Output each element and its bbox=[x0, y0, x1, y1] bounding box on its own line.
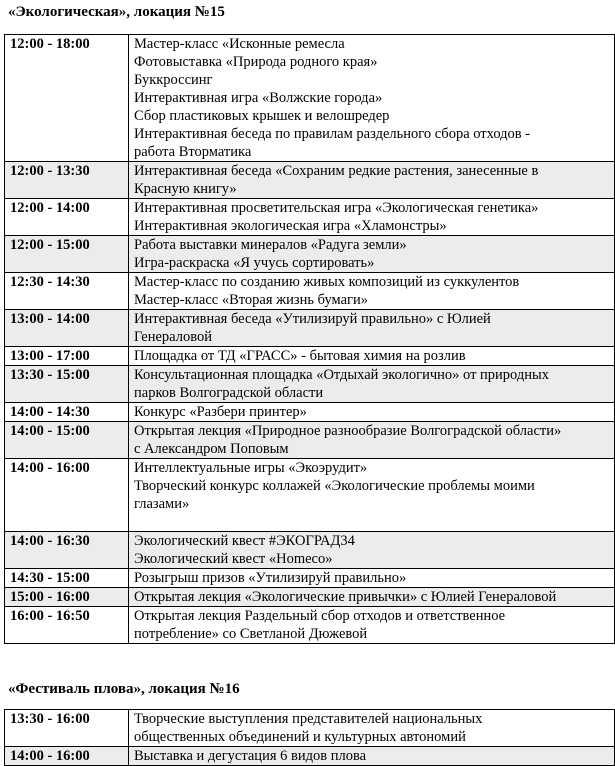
event-line: Интерактивная беседа «Сохраним редкие растения, занесенные в bbox=[134, 163, 539, 179]
events-cell bbox=[129, 35, 615, 162]
time-cell: 14:00 - 16:00 bbox=[5, 459, 129, 532]
events-cell bbox=[129, 532, 615, 569]
time-cell: 13:00 - 17:00 bbox=[5, 347, 129, 366]
time-cell: 15:00 - 16:00 bbox=[5, 588, 129, 607]
event-line: Экологический квест «Homeco» bbox=[134, 551, 333, 567]
schedule-row bbox=[5, 199, 615, 236]
schedule-row bbox=[5, 588, 615, 607]
event-line: Мастер-класс по созданию живых композиций из суккулентов bbox=[134, 274, 520, 290]
event-line: Творческие выступления представителей национальных bbox=[134, 711, 483, 727]
time-cell: 13:30 - 16:00 bbox=[5, 710, 129, 747]
time-cell: 14:30 - 15:00 bbox=[5, 569, 129, 588]
plov-schedule-table bbox=[4, 709, 615, 766]
event-line: с Александром Поповым bbox=[134, 441, 289, 457]
event-line: Интерактивная экологическая игра «Хламонстры» bbox=[134, 218, 447, 234]
schedule-row bbox=[5, 366, 615, 403]
event-line: Красную книгу» bbox=[134, 181, 237, 197]
event-line: глазами» bbox=[134, 496, 190, 512]
events-cell bbox=[129, 347, 615, 366]
schedule-row bbox=[5, 403, 615, 422]
event-line: Экологический квест #ЭКОГРАД34 bbox=[134, 533, 355, 549]
event-line: Площадка от ТД «ГРАСС» - бытовая химия на розлив bbox=[134, 348, 466, 364]
time-cell: 13:30 - 15:00 bbox=[5, 366, 129, 403]
event-line: парков Волгоградской области bbox=[134, 385, 324, 401]
event-line: Консультационная площадка «Отдыхай экологично» от природных bbox=[134, 367, 550, 383]
event-line: Работа выставки минералов «Радуга земли» bbox=[134, 237, 407, 253]
event-line: Сбор пластиковых крышек и велошредер bbox=[134, 108, 390, 124]
schedule-row bbox=[5, 236, 615, 273]
event-line: общественных объединений и культурных автономий bbox=[134, 729, 466, 745]
schedule-row bbox=[5, 532, 615, 569]
events-cell bbox=[129, 588, 615, 607]
schedule-row bbox=[5, 459, 615, 532]
event-line: Мастер-класс «Вторая жизнь бумаги» bbox=[134, 292, 368, 308]
time-cell: 12:00 - 14:00 bbox=[5, 199, 129, 236]
events-cell bbox=[129, 310, 615, 347]
schedule-row bbox=[5, 35, 615, 162]
events-cell bbox=[129, 199, 615, 236]
events-cell bbox=[129, 162, 615, 199]
event-line: Интеллектуальные игры «Экоэрудит» bbox=[134, 460, 368, 476]
schedule-row bbox=[5, 347, 615, 366]
section-plov-heading: «Фестиваль плова», локация №16 bbox=[8, 681, 240, 697]
time-cell: 14:00 - 14:30 bbox=[5, 403, 129, 422]
time-cell: 12:00 - 18:00 bbox=[5, 35, 129, 162]
events-cell bbox=[129, 422, 615, 459]
events-cell bbox=[129, 273, 615, 310]
schedule-row bbox=[5, 569, 615, 588]
event-line: потребление» со Светланой Дюжевой bbox=[134, 626, 368, 642]
schedule-row bbox=[5, 747, 615, 766]
time-cell: 12:00 - 13:30 bbox=[5, 162, 129, 199]
event-line: Буккроссинг bbox=[134, 72, 213, 88]
time-cell: 14:00 - 15:00 bbox=[5, 422, 129, 459]
schedule-row bbox=[5, 607, 615, 644]
event-line: Выставка и дегустация 6 видов плова bbox=[134, 748, 367, 764]
schedule-row bbox=[5, 422, 615, 459]
events-cell bbox=[129, 607, 615, 644]
event-line: Фотовыставка «Природа родного края» bbox=[134, 54, 378, 70]
event-line: Интерактивная беседа «Утилизируй правильно» с Юлией bbox=[134, 311, 491, 327]
time-cell: 12:00 - 15:00 bbox=[5, 236, 129, 273]
events-cell bbox=[129, 459, 615, 532]
schedule-row bbox=[5, 710, 615, 747]
events-cell bbox=[129, 747, 615, 766]
event-line: Генераловой bbox=[134, 329, 212, 345]
schedule-row bbox=[5, 273, 615, 310]
time-cell: 12:30 - 14:30 bbox=[5, 273, 129, 310]
event-line: Интерактивная игра «Волжские города» bbox=[134, 90, 383, 106]
event-line: Игра-раскраска «Я учусь сортировать» bbox=[134, 255, 375, 271]
time-cell: 13:00 - 14:00 bbox=[5, 310, 129, 347]
event-line: работа Вторматика bbox=[134, 144, 252, 160]
time-cell: 14:00 - 16:00 bbox=[5, 747, 129, 766]
event-line: Интерактивная беседа по правилам раздельного сбора отходов - bbox=[134, 126, 531, 142]
schedule-row bbox=[5, 310, 615, 347]
event-line: Открытая лекция «Экологические привычки» с Юлией Генераловой bbox=[134, 589, 557, 605]
events-cell bbox=[129, 236, 615, 273]
time-cell: 14:00 - 16:30 bbox=[5, 532, 129, 569]
event-line: Творческий конкурс коллажей «Экологические проблемы моими bbox=[134, 478, 535, 494]
event-line: Конкурс «Разбери принтер» bbox=[134, 404, 307, 420]
event-line: Мастер-класс «Исконные ремесла bbox=[134, 36, 345, 52]
event-line: Интерактивная просветительская игра «Экологическая генетика» bbox=[134, 200, 539, 216]
event-line: Открытая лекция «Природное разнообразие Волгоградской области» bbox=[134, 423, 562, 439]
events-cell bbox=[129, 366, 615, 403]
events-cell bbox=[129, 569, 615, 588]
time-cell: 16:00 - 16:50 bbox=[5, 607, 129, 644]
event-line: Розыгрыш призов «Утилизируй правильно» bbox=[134, 570, 407, 586]
section-ecological-heading: «Экологическая», локация №15 bbox=[8, 4, 225, 20]
schedule-row bbox=[5, 162, 615, 199]
events-cell bbox=[129, 710, 615, 747]
events-cell bbox=[129, 403, 615, 422]
ecological-schedule-table bbox=[4, 34, 615, 644]
event-line bbox=[134, 513, 614, 531]
event-line: Открытая лекция Раздельный сбор отходов и ответственное bbox=[134, 608, 506, 624]
